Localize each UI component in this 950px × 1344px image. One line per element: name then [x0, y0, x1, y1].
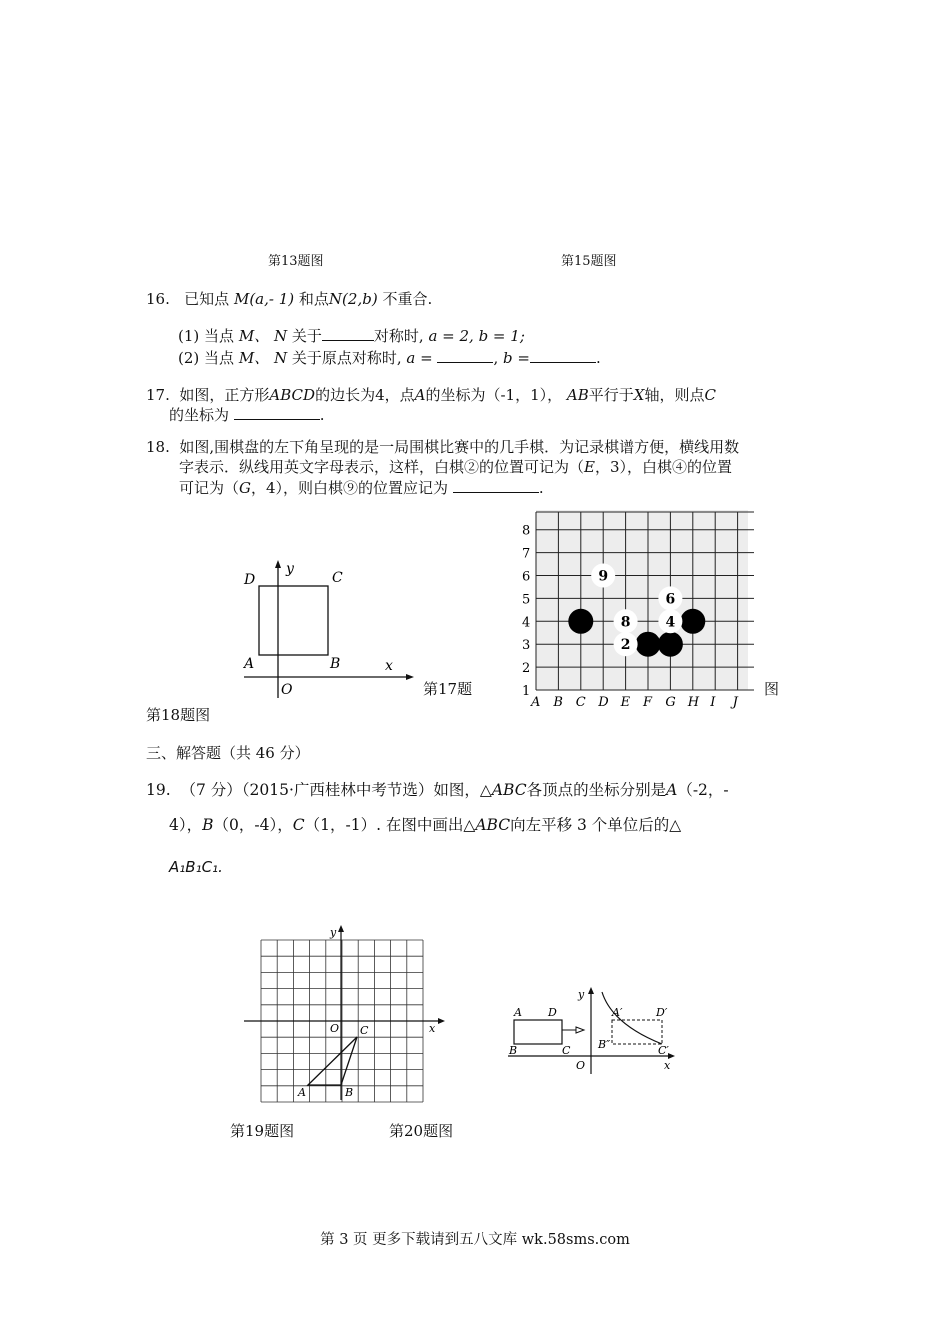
q16-text: 和点	[298, 290, 329, 308]
figure-18-caption: 第18题图	[146, 706, 211, 724]
question-number: 17.	[146, 386, 170, 404]
figure-19-caption: 第19题图	[230, 1122, 295, 1140]
column-label: G	[665, 695, 676, 710]
column-label: I	[710, 695, 716, 710]
row-label: 5	[522, 592, 531, 608]
q17-text: 的坐标为（-1，1），	[425, 386, 563, 404]
q19-text: （0，-4），	[213, 816, 293, 834]
question-18-line3	[179, 478, 544, 498]
row-label: 1	[522, 684, 531, 699]
column-label: B	[553, 695, 563, 710]
column-letter: E	[584, 458, 595, 476]
answer-blank[interactable]	[453, 478, 539, 493]
black-stone	[680, 609, 705, 634]
q19-text: 向左平移 3 个单位后的△	[510, 816, 682, 834]
point-label: C	[704, 386, 716, 404]
q19-text: （7 分）（2015·广西桂林中考节选）如图，△	[180, 781, 492, 799]
label-y: y	[286, 561, 294, 577]
question-17-line2	[169, 405, 325, 425]
triangle-name: ABC	[475, 816, 511, 834]
page-footer: 第 3 页 更多下载请到五八文库 wk.58sms.com	[320, 1232, 630, 1248]
q19-text: （-2，-	[677, 781, 729, 799]
label-D-prime: D′	[656, 1006, 668, 1019]
q19-text: （1，-1）. 在图中画出△	[304, 816, 476, 834]
label-x: x	[429, 1022, 436, 1035]
label-D: D	[548, 1006, 557, 1019]
white-stone-number: 8	[620, 614, 631, 631]
column-label: H	[687, 695, 700, 710]
column-label: A	[531, 695, 541, 710]
q16-points: M、 N	[238, 327, 288, 345]
point-label: B	[202, 816, 214, 834]
q17-text: 如图，正方形	[179, 386, 270, 404]
figure-15-caption: 第15题图	[561, 254, 617, 269]
figure-20-translation-diagram	[506, 984, 686, 1076]
q17-text: .	[319, 406, 325, 424]
rectangle-abcd	[514, 1020, 562, 1044]
curve	[602, 992, 662, 1044]
label-C: C	[360, 1024, 369, 1037]
question-19-triangle-label	[169, 858, 223, 876]
q18-text: 可记为（	[179, 479, 240, 497]
figure-17-caption: 第17题	[423, 680, 473, 698]
label-A: A	[514, 1006, 522, 1019]
figure-13-caption: 第13题图	[268, 254, 324, 269]
label-C: C	[332, 570, 343, 586]
q17-text: 的边长为4，点	[315, 386, 415, 404]
q18-text: 如图,围棋盘的左下角呈现的是一局围棋比赛中的几手棋．为记录棋谱方便，横线用数	[179, 438, 740, 456]
translated-triangle-name: A₁B₁C₁	[169, 858, 219, 876]
white-stone-number: 6	[665, 591, 676, 608]
q16-values: a = 2, b = 1;	[428, 327, 525, 345]
figure-19-grid-diagram	[240, 924, 450, 1104]
white-stone-number: 9	[598, 568, 609, 585]
q19-text: 各顶点的坐标分别是	[526, 781, 667, 799]
row-label: 3	[522, 638, 531, 654]
q16-text: ,	[493, 349, 499, 367]
label-A: A	[244, 656, 255, 672]
answer-blank[interactable]	[530, 348, 596, 363]
white-stone-number: 4	[665, 614, 676, 631]
question-number: 19.	[146, 781, 171, 799]
label-x: x	[664, 1059, 671, 1072]
square-name: ABCD	[269, 386, 316, 404]
question-16-part1	[178, 326, 525, 346]
label-O: O	[330, 1022, 340, 1035]
label-C: C	[562, 1044, 571, 1057]
q16-text: .	[596, 349, 601, 367]
q18-text: .	[538, 479, 544, 497]
y-axis-arrow	[588, 987, 594, 994]
segment-label: AB	[566, 386, 589, 404]
point-label: A	[666, 781, 678, 799]
label-B: B	[509, 1044, 518, 1057]
q16-text: 对称时,	[373, 327, 424, 345]
q17-text: 轴，则点	[644, 386, 705, 404]
shift-arrow-head	[576, 1027, 584, 1033]
black-stone	[658, 632, 683, 657]
label-B: B	[330, 656, 341, 672]
point-n-label: N	[328, 290, 343, 308]
label-D: D	[244, 572, 256, 588]
x-axis-arrow	[406, 674, 414, 680]
question-number: 18.	[146, 438, 170, 456]
label-C-prime: C′	[658, 1044, 669, 1057]
label-y: y	[330, 926, 337, 939]
row-label: 8	[522, 523, 531, 539]
point-m-label: M	[233, 290, 250, 308]
q16-a-eq: a =	[406, 349, 433, 367]
answer-blank[interactable]	[322, 326, 374, 341]
question-18-line1	[146, 437, 739, 457]
q16-points: M、 N	[238, 349, 288, 367]
go-board-figure	[518, 510, 754, 714]
column-label: D	[598, 695, 609, 710]
question-16-part2	[178, 348, 601, 368]
go-board-grid	[536, 510, 754, 690]
question-17-line1	[146, 385, 716, 405]
label-A: A	[298, 1086, 306, 1099]
point-n-coords: (2,b)	[342, 290, 378, 308]
figure-17-square-diagram	[236, 556, 416, 700]
q16-text: (2) 当点	[178, 349, 235, 367]
label-O: O	[576, 1059, 586, 1072]
black-stone	[568, 609, 593, 634]
q16-text: 不重合.	[382, 290, 433, 308]
question-16-stem	[146, 289, 432, 309]
label-B: B	[345, 1086, 354, 1099]
q16-text: 关于	[291, 327, 322, 345]
q17-text: 的坐标为	[169, 406, 230, 424]
figure-17-caption-tail: 图	[764, 680, 780, 698]
row-label: 6	[522, 569, 531, 585]
question-19-line2	[169, 815, 681, 835]
column-label: C	[575, 695, 586, 710]
board-background	[536, 510, 748, 690]
column-letter: G	[239, 479, 251, 497]
white-stone-number: 2	[620, 637, 631, 654]
square-abcd	[259, 586, 328, 655]
row-label: 7	[522, 546, 531, 562]
label-O: O	[281, 682, 293, 698]
y-axis-arrow	[275, 560, 281, 568]
q17-text: 平行于	[588, 386, 634, 404]
question-19-line1	[146, 780, 729, 800]
question-number: 16.	[146, 290, 170, 308]
column-label: J	[732, 695, 738, 710]
row-label: 4	[522, 615, 531, 631]
label-B-prime: B″	[598, 1038, 611, 1051]
q16-text: 关于原点对称时,	[291, 349, 402, 367]
x-axis-arrow	[438, 1018, 445, 1024]
point-label: A	[414, 386, 426, 404]
section-3-heading: 三、解答题（共 46 分）	[146, 744, 310, 762]
label-y: y	[578, 988, 585, 1001]
answer-blank[interactable]	[437, 348, 493, 363]
answer-blank[interactable]	[234, 405, 320, 420]
black-stone	[636, 632, 661, 657]
q18-text: 字表示．纵线用英文字母表示，这样，白棋②的位置可记为（	[179, 458, 585, 476]
point-m-coords: (a,- 1)	[249, 290, 295, 308]
column-label: E	[620, 695, 631, 710]
q19-text: .	[218, 858, 223, 876]
label-A-prime: A′	[612, 1006, 623, 1019]
figure-20-caption: 第20题图	[389, 1122, 454, 1140]
axis-label: X	[633, 386, 645, 404]
column-label: F	[643, 695, 653, 710]
label-x: x	[385, 658, 393, 674]
question-18-line2	[179, 457, 732, 477]
q18-text: ，3），白棋④的位置	[594, 458, 733, 476]
point-label: C	[292, 816, 305, 834]
q18-text: ，4），则白棋⑨的位置应记为	[251, 479, 449, 497]
triangle-abc	[308, 1037, 357, 1085]
q16-text: (1) 当点	[178, 327, 235, 345]
row-label: 2	[522, 661, 531, 677]
q16-b-eq: b =	[503, 349, 530, 367]
y-axis-arrow	[338, 925, 344, 932]
triangle-name: ABC	[491, 781, 527, 799]
q19-text: 4），	[169, 816, 203, 834]
q16-text: 已知点	[184, 290, 230, 308]
